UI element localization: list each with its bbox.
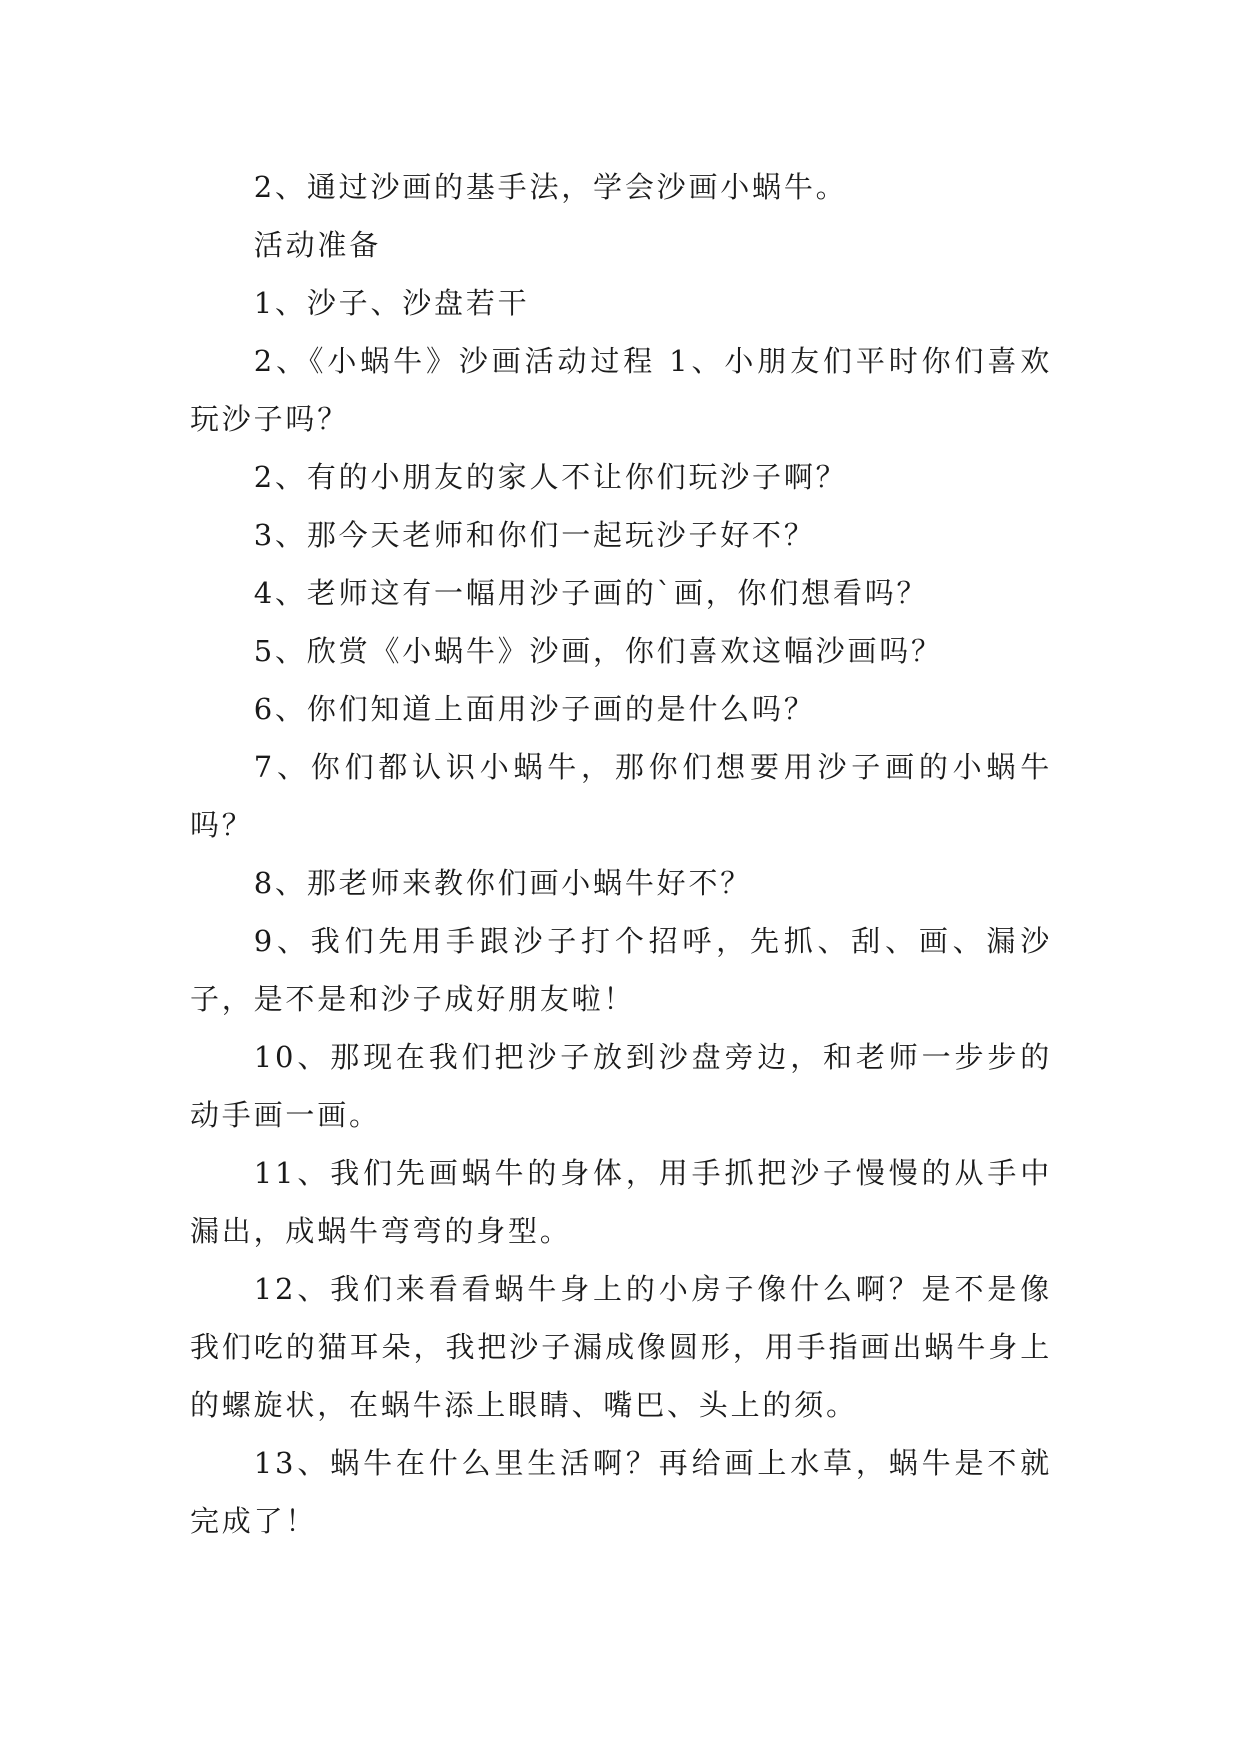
paragraph-2: 活动准备 bbox=[253, 228, 381, 262]
paragraph-9: 6、你们知道上面用沙子画的是什么吗？ bbox=[253, 692, 816, 726]
document-body bbox=[190, 158, 1052, 1550]
paragraph-12: 9、我们先用手跟沙子打个招呼，先抓、刮、画、漏沙子，是不是和沙子成好朋友啦！ bbox=[190, 924, 1052, 1016]
paragraph-10: 7、你们都认识小蜗牛，那你们想要用沙子画的小蜗牛吗？ bbox=[190, 750, 1052, 842]
paragraph-11: 8、那老师来教你们画小蜗牛好不？ bbox=[253, 866, 753, 900]
paragraph-13: 10、那现在我们把沙子放到沙盘旁边，和老师一步步的动手画一画。 bbox=[190, 1040, 1052, 1132]
paragraph-8: 5、欣赏《小蜗牛》沙画，你们喜欢这幅沙画吗？ bbox=[253, 634, 943, 668]
paragraph-16: 13、蜗牛在什么里生活啊？再给画上水草，蜗牛是不就完成了！ bbox=[190, 1446, 1052, 1538]
paragraph-5: 2、有的小朋友的家人不让你们玩沙子啊？ bbox=[253, 460, 848, 494]
paragraph-3: 1、沙子、沙盘若干 bbox=[253, 286, 530, 320]
paragraph-15: 12、我们来看看蜗牛身上的小房子像什么啊？是不是像我们吃的猫耳朵，我把沙子漏成像圆形，用手指画出蜗牛身上的螺旋状，在蜗牛添上眼睛、嘴巴、头上的须。 bbox=[190, 1272, 1052, 1422]
paragraph-14: 11、我们先画蜗牛的身体，用手抓把沙子慢慢的从手中漏出，成蜗牛弯弯的身型。 bbox=[190, 1156, 1052, 1248]
paragraph-7: 4、老师这有一幅用沙子画的`画，你们想看吗？ bbox=[253, 576, 929, 610]
paragraph-1: 2、通过沙画的基手法，学会沙画小蜗牛。 bbox=[253, 170, 848, 204]
paragraph-4: 2、《小蜗牛》沙画活动过程 1、小朋友们平时你们喜欢玩沙子吗？ bbox=[190, 344, 1052, 436]
paragraph-6: 3、那今天老师和你们一起玩沙子好不？ bbox=[253, 518, 816, 552]
